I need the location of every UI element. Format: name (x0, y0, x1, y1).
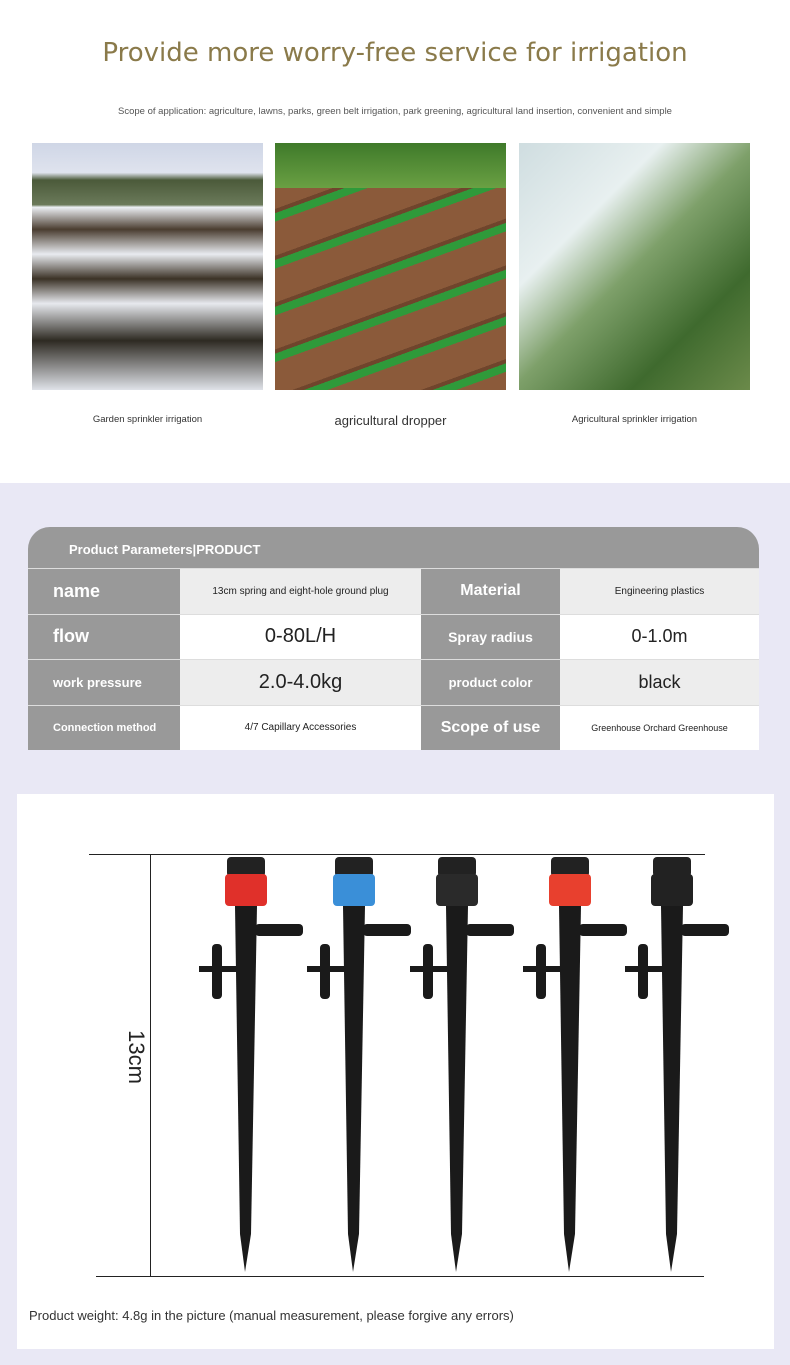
param-value: Engineering plastics (560, 569, 759, 614)
cap (651, 874, 693, 906)
table-row (28, 614, 759, 660)
table-row (28, 705, 759, 751)
cap (436, 874, 478, 906)
table-row (28, 659, 759, 705)
sprinkler-stake (625, 857, 729, 1272)
parameters-table (28, 527, 759, 750)
cap (549, 874, 591, 906)
caption: Garden sprinkler irrigation (92, 414, 203, 425)
caption: agricultural dropper (334, 413, 447, 428)
cap (225, 874, 267, 906)
agricultural-sprinkler-photo (519, 143, 750, 390)
param-key: name (28, 569, 180, 614)
sprinkler-stake (523, 857, 627, 1272)
garden-sprinkler-photo (32, 143, 263, 390)
sprinkler-stake (410, 857, 514, 1272)
param-value: Greenhouse Orchard Greenhouse (560, 706, 759, 751)
table-title: Product Parameters|PRODUCT (28, 527, 759, 568)
page-title: Provide more worry-free service for irrigation (102, 38, 688, 68)
param-key: Material (421, 569, 560, 614)
param-value: 0-80L/H (180, 615, 421, 660)
param-value: 13cm spring and eight-hole ground plug (180, 569, 421, 614)
param-key: work pressure (28, 660, 180, 705)
dimension-label: 13cm (123, 1030, 149, 1084)
product-image-section (17, 794, 774, 1349)
param-value: 4/7 Capillary Accessories (180, 706, 421, 751)
caption: Agricultural sprinkler irrigation (571, 414, 698, 425)
intro-section (0, 0, 790, 483)
sprinkler-stakes (17, 794, 774, 1294)
param-key: flow (28, 615, 180, 660)
agricultural-dropper-photo (275, 143, 506, 390)
param-value: 2.0-4.0kg (180, 660, 421, 705)
subtitle: Scope of application: agriculture, lawns, parks, green belt irrigation, park greening, agricultural land insertion, convenient and simple (118, 106, 672, 117)
sprinkler-stake (199, 857, 303, 1272)
param-key: Connection method (28, 706, 180, 751)
param-value: black (560, 660, 759, 705)
cap (333, 874, 375, 906)
param-value: 0-1.0m (560, 615, 759, 660)
param-key: product color (421, 660, 560, 705)
param-key: Spray radius (421, 615, 560, 660)
weight-note: Product weight: 4.8g in the picture (manual measurement, please forgive any errors) (29, 1308, 514, 1323)
param-key: Scope of use (421, 706, 560, 751)
sprinkler-stake (307, 857, 411, 1272)
table-row (28, 568, 759, 614)
